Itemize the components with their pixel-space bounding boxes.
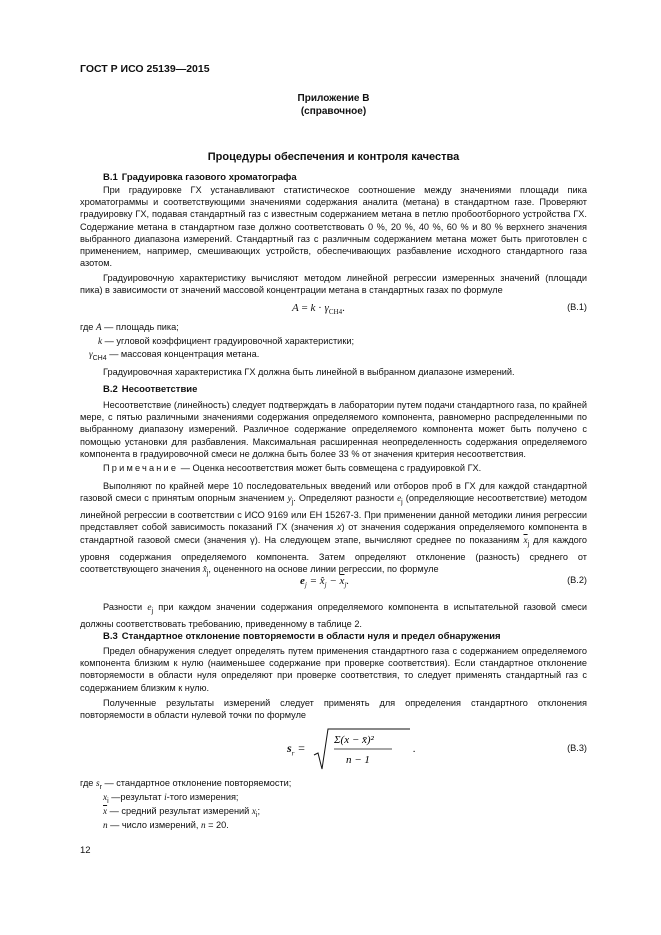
definition-k: k — угловой коэффициент градуировочной характеристики; — [98, 336, 355, 346]
section-heading-b2 — [103, 384, 197, 395]
paragraph-text: Полученные результаты измерений следует применять для определения стандартного отклонения повторяемости в области нулевой точки по формуле — [80, 698, 587, 721]
paragraph-text: Градуировочная характеристика ГХ должна быть линейной в выбранном диапазоне измерений. — [103, 367, 515, 377]
paragraph-regression — [80, 272, 587, 296]
section-number: В.3 — [103, 631, 118, 642]
paragraph-text: При градуировке ГХ устанавливают статистическое соотношение между значениями площади пика хроматограммы и соответствующими значениями содержания аналита (метана) в стандартном газе. Проверяют градуировку ГХ, подавая стандартный газ с известным содержанием метана в петлю пробоотборного устройства ГХ. Содержание метана в стандартном газе должно соответствовать 0 %, 20 %, 40 %, 60 % и 80 % верхнего значения выбранного диапазона измерений. Стандартный газ с различным содержанием метана может быть приготовлен с применением, например, смешивающих устройств, обеспечивающих разбавление исходного стандартного газа азотом. — [80, 185, 587, 269]
section-title: Несоответствие — [121, 384, 198, 395]
formula-number: (В.1) — [567, 302, 587, 312]
formula-b1 — [80, 302, 587, 316]
formula-b3-numerator: Σ(x − x̄)² — [334, 734, 374, 746]
paragraph-procedure: Выполняют по крайней мере 10 последовательных введений или отборов проб в ГХ для каждой стандартной газовой смеси с принятым опорным значением $y_j$. Определяют разности $e_j$ (определяющие несоответствие) методом линейной регрессии в соответствии с ИСО 9169 или ЕН 15267-3. При применении данной методики линия регрессии представляет собой зависимость показаний ГХ (значения x) от значения содержания определяемого компонента в стандартной газовой смеси (значения γ). На следующем этапе, вычисляют среднее по показаниям $\overline{x}_j$ для каждого уровня содержания определяемого компонента. Затем определяют отклонение (разность) среднего от соответствующего значения $x̂_j$, оцененного на основе линии регрессии, по формуле — [80, 481, 587, 577]
definition-xi: $x_i$ —результат i-того измерения; — [103, 792, 239, 805]
definition-a: где A — площадь пика; — [80, 322, 179, 332]
formula-b2 — [80, 575, 587, 589]
note-label: Примечание — [103, 463, 179, 473]
definition-n: n — число измерений, n = 20. — [103, 820, 229, 830]
appendix-title: Приложение В — [297, 93, 370, 104]
paragraph-nonconformity — [80, 399, 587, 460]
formula-b3-dot: . — [413, 743, 416, 755]
note-text: — Оценка несоответствия может быть совмещена с градуировкой ГХ. — [178, 463, 482, 473]
paragraph-results — [80, 697, 587, 721]
formula-number: (В.2) — [567, 575, 587, 585]
paragraph-text: Несоответствие (линейность) следует подтверждать в лаборатории путем подачи стандартного газа, по крайней мере, с пятью различными значениями содержания определяемого компонента, равномерно распределенными по выбранному диапазону измерений. Различное содержание определяемого компонента может быть получено с помощью установки для разбавления. Максимальная расширенная неопределенность содержания определяемого компонента в градуировочной смеси не должна быть более 33 % от значения критерия несоответствия. — [80, 400, 587, 459]
main-title: Процедуры обеспечения и контроля качества — [207, 151, 460, 163]
standard-header: ГОСТ Р ИСО 25139—2015 — [80, 63, 210, 75]
section-heading-b1 — [103, 172, 297, 183]
appendix-subtitle: (справочное) — [300, 106, 367, 117]
paragraph-detection-limit — [80, 645, 587, 694]
formula-number: (В.3) — [567, 743, 587, 753]
page-number: 12 — [80, 845, 91, 856]
note — [80, 462, 587, 474]
formula-b3-denominator: n − 1 — [346, 754, 370, 766]
paragraph-text: Предел обнаружения следует определять путем применения стандартного газа с содержанием определяемого компонента близким к нулю (наименьшее содержание при проверке соответствия). Если стандартное отклонение повторяемости в области нуля определяют при проверке соответствия, то следует применять стандартный газ с содержанием близким к нулю. — [80, 646, 587, 693]
definition-xbar: $\overline{x}$ — средний результат измерений $x_i$; — [103, 806, 261, 819]
section-number: В.2 — [103, 384, 118, 395]
paragraph-linearity — [80, 366, 587, 378]
definition-gamma: $\gamma_{CH4}$ — массовая концентрация метана. — [89, 349, 260, 362]
formula-expression: $A = k \cdot \gamma_{CH4}$. — [292, 302, 345, 317]
section-title: Стандартное отклонение повторяемости в области нуля и предел обнаружения — [121, 631, 501, 642]
paragraph-calibration — [80, 184, 587, 269]
appendix-heading — [80, 92, 587, 118]
formula-b3-lhs: $s_r$ = — [287, 741, 306, 758]
formula-expression: $e_j$ = $x̂_j - \overline{x}_j$. — [300, 575, 350, 590]
section-heading-b3 — [103, 631, 501, 642]
paragraph-differences: Разности $e_j$ при каждом значении содержания определяемого компонента в испытательной газовой смеси должны соответствовать требованию, приведенному в таблице 2. — [80, 602, 587, 630]
paragraph-text: Градуировочную характеристику вычисляют методом линейной регрессии измеренных значений (площади пика) в зависимости от значений массовой концентрации метана в стандартных газах по формуле — [80, 273, 587, 296]
formula-b3 — [80, 743, 587, 757]
definition-s: где $s_r$ — стандартное отклонение повторяемости; — [80, 778, 292, 791]
section-title: Градуировка газового хроматографа — [121, 172, 297, 183]
section-number: В.1 — [103, 172, 118, 183]
